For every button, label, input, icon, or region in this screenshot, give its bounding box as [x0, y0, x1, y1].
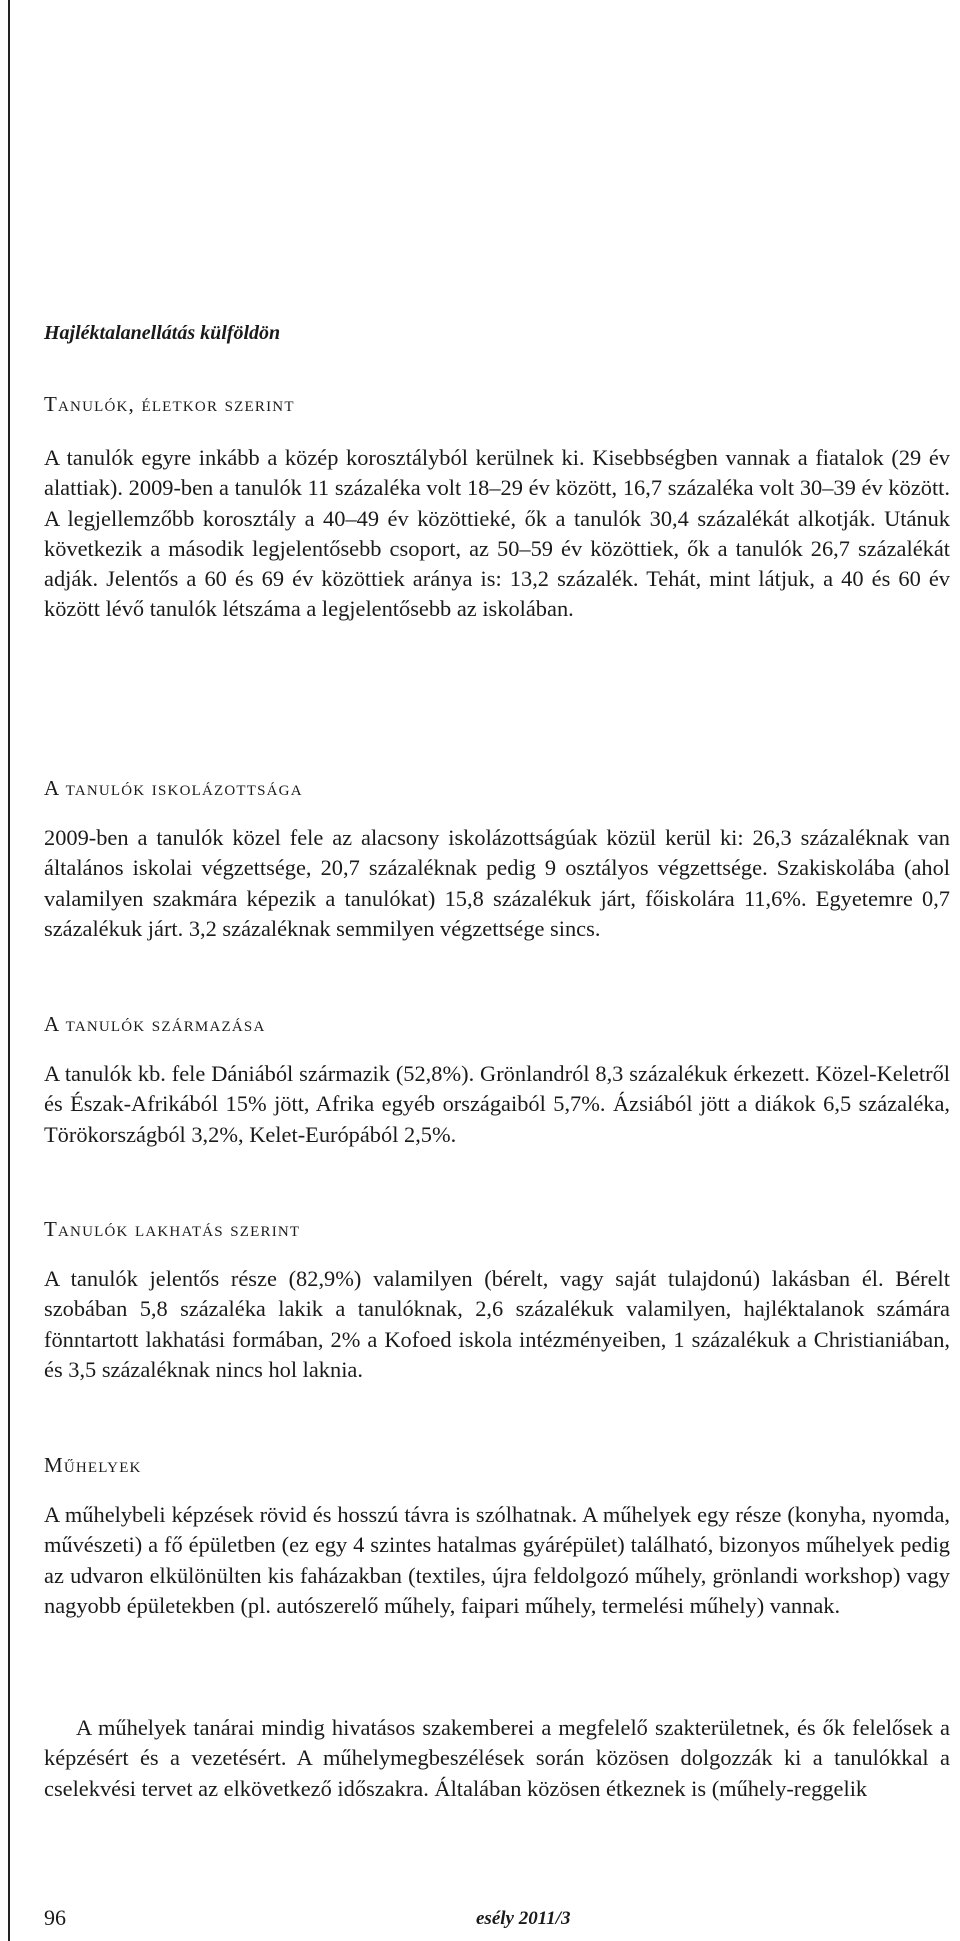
paragraph-workshops-2: [44, 1713, 950, 1804]
running-head: Hajléktalanellátás külföldön: [44, 322, 281, 344]
left-margin-rule: [8, 0, 10, 1941]
paragraph-housing: A tanulók jelentős része (82,9%) valamilyen (bérelt, vagy saját tulajdonú) lakásban él. Bérelt szobában 5,8 százaléka lakik a tanulóknak, 2,6 százalékuk valamilyen, hajléktalanok számára fönntartott lakhatási formában, 2% a Kofoed iskola intézményeiben, 1 százalékuk a Christianiában, és 3,5 százaléknak nincs hol laknia.: [44, 1266, 950, 1382]
journal-footer: esély 2011/3: [476, 1908, 571, 1929]
section-title-education: A tanulók iskolázottsága: [44, 776, 303, 800]
section-title-housing: Tanulók lakhatás szerint: [44, 1217, 301, 1241]
section-title-workshops: Műhelyek: [44, 1453, 142, 1477]
section-title-age: Tanulók, életkor szerint: [44, 392, 295, 416]
paragraph-education: 2009-ben a tanulók közel fele az alacsony iskolázottságúak közül kerül ki: 26,3 százaléknak van általános iskolai végzettsége, 20,7 százaléknak pedig 9 osztályos végzettsége. Szakiskolába (ahol valamilyen szakmára képezik a tanulókat) 15,8 százalékuk járt, főiskolára 11,6%. Egyetemre 0,7 százalékuk járt. 3,2 százaléknak semmilyen végzettsége sincs.: [44, 825, 950, 941]
paragraph-origin: A tanulók kb. fele Dániából származik (52,8%). Grönlandról 8,3 százalékuk érkezett. Közel-Keletről és Észak-Afrikából 15% jött, Afrika egyéb országaiból 5,7%. Ázsiából jött a diákok 6,5 százaléka, Törökországból 3,2%, Kelet-Európából 2,5%.: [44, 1061, 950, 1147]
section-title-origin: A tanulók származása: [44, 1012, 266, 1036]
paragraph-age: A tanulók egyre inkább a közép korosztályból kerülnek ki. Kisebbségben vannak a fiatalok (29 év alattiak). 2009-ben a tanulók 11 százaléka volt 18–29 év között, 16,7 százaléka volt 30–39 év között. A legjellemzőbb korosztály a 40–49 év közöttieké, ők a tanulók 30,4 százalékát alkotják. Utánuk következik a második legjelentősebb csoport, az 50–59 év közöttiek, ők a tanulók 26,7 százalékát adják. Jelentős a 60 és 69 év közöttiek aránya is: 13,2 százalék. Tehát, mint látjuk, a 40 és 60 év között lévő tanulók létszáma a legjelentősebb az iskolában.: [44, 445, 950, 622]
page-number: 96: [44, 1905, 66, 1930]
paragraph-workshops-2-text: A műhelyek tanárai mindig hivatásos szakemberei a megfelelő szakterületnek, és ők felelősek a képzésért és a vezetésért. A műhelymegbeszélések során közösen dolgozzák ki a tanulókkal a cselekvési tervet az elkövetkező időszakra. Általában közösen étkeznek is (műhely-reggelik: [44, 1715, 950, 1801]
paragraph-workshops-1: A műhelybeli képzések rövid és hosszú távra is szólhatnak. A műhelyek egy része (konyha, nyomda, művészeti) a fő épületben (ez egy 4 szintes hatalmas gyárépület) található, bizonyos műhelyek pedig az udvaron elkülönülten kis faházakban (textiles, újra feldolgozó műhely, grönlandi workshop) vagy nagyobb épületekben (pl. autószerelő műhely, faipari műhely, termelési műhely) vannak.: [44, 1502, 950, 1618]
